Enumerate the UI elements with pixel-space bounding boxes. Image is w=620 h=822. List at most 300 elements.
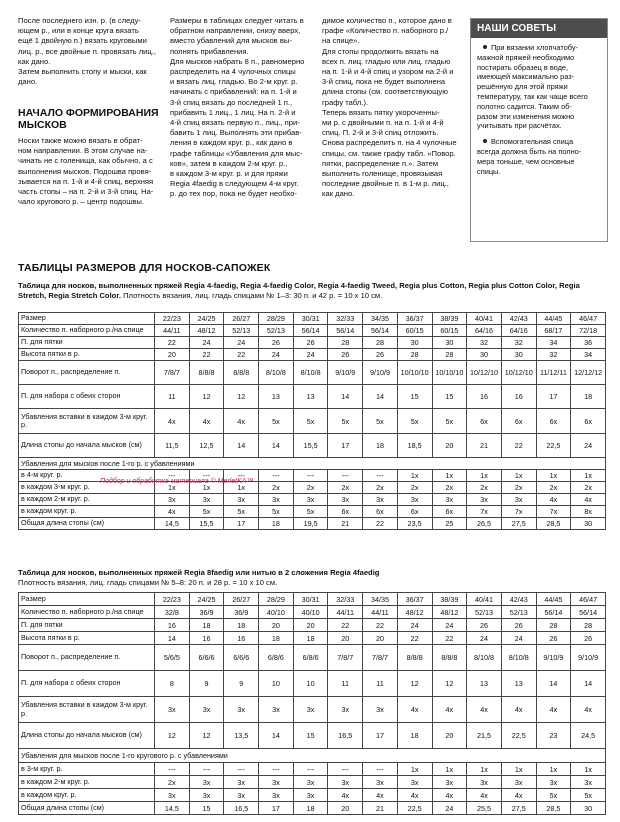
table-cell: 3x <box>432 776 467 789</box>
table-cell: 7x <box>467 506 502 518</box>
table-cell: 4x <box>432 789 467 802</box>
table-cell: 17 <box>536 385 571 409</box>
table-cell: 6/8/6 <box>259 645 294 671</box>
table-cell: 3x <box>293 494 328 506</box>
table-cell: 1x <box>397 470 432 482</box>
row-label: в каждом круг. р. <box>19 506 155 518</box>
table-cell: 42/43 <box>501 593 536 606</box>
table-cell: 11 <box>328 671 363 697</box>
table-cell: 3x <box>501 494 536 506</box>
table-cell: 28 <box>571 619 606 632</box>
table-cell: 2x <box>536 482 571 494</box>
table-cell: 22 <box>432 632 467 645</box>
tips-box <box>470 18 608 242</box>
bullet-icon <box>483 139 487 143</box>
table-cell: 30 <box>501 349 536 361</box>
table-cell: 16,5 <box>224 802 259 815</box>
table-cell: 52/13 <box>467 606 502 619</box>
table-cell: 21,5 <box>467 723 502 749</box>
table-cell: 9 <box>189 671 224 697</box>
table-cell: 5/6/5 <box>155 645 190 671</box>
row-label: Высота пятки в р. <box>19 632 155 645</box>
table-cell: 5x <box>363 409 398 434</box>
table-cell: 14,5 <box>155 518 190 530</box>
table-cell: 22 <box>397 632 432 645</box>
row-label: Длина стопы до начала мысков (см) <box>19 434 155 458</box>
table-cell: 22,5 <box>536 434 571 458</box>
table-cell: 32/33 <box>328 313 363 325</box>
table-cell: 6x <box>363 506 398 518</box>
table-cell: --- <box>363 763 398 776</box>
row-label: Количество п. наборного р./на спице <box>19 606 155 619</box>
table-cell: 2x <box>397 482 432 494</box>
watermark-text: Подбор и обработка материала © MerletKA™ <box>100 478 254 485</box>
table-cell: 6x <box>501 409 536 434</box>
table-cell: 30 <box>467 349 502 361</box>
table-cell: 52/13 <box>259 325 294 337</box>
table-cell: 16 <box>189 632 224 645</box>
table-row <box>19 763 606 776</box>
table-cell: 2x <box>155 776 190 789</box>
table-cell: 1x <box>501 763 536 776</box>
table-cell: 32 <box>467 337 502 349</box>
table-cell: 4x <box>224 409 259 434</box>
table-cell: --- <box>259 470 294 482</box>
table-cell: 8/10/8 <box>293 361 328 385</box>
table-cell: 52/13 <box>224 325 259 337</box>
table-cell: 22/23 <box>155 593 190 606</box>
table-cell: 6/6/6 <box>189 645 224 671</box>
table-cell: 52/13 <box>501 606 536 619</box>
table-cell: 34 <box>536 337 571 349</box>
table-cell: 46/47 <box>571 313 606 325</box>
table-cell: 18 <box>259 632 294 645</box>
table-cell: 24 <box>224 337 259 349</box>
table-cell: 22 <box>328 619 363 632</box>
table-row <box>19 337 606 349</box>
table-cell: 1x <box>189 482 224 494</box>
table-cell: 11/12/11 <box>536 361 571 385</box>
table-cell: 34/35 <box>363 313 398 325</box>
table-cell: 6x <box>432 506 467 518</box>
table-cell: 3x <box>189 697 224 723</box>
table-cell: 11 <box>363 671 398 697</box>
table-cell: 3x <box>189 776 224 789</box>
table-header-row <box>19 593 606 606</box>
table-cell: 28 <box>432 349 467 361</box>
intro-col1-top: После последнего изн. р. (в следу- ющем р., или в конце круга вязать ещё 1 двойную п.) вязать круговыми лиц. р., все двойные п. провязать лиц., как дано. Затем выполнить стопу и мыски, как дано. <box>18 16 156 87</box>
table-row <box>19 776 606 789</box>
table-cell: 4x <box>155 409 190 434</box>
table-cell: 4x <box>328 789 363 802</box>
table-cell: 12 <box>224 385 259 409</box>
table-cell: 7/8/7 <box>363 645 398 671</box>
row-label: в каждом 2-м круг. р. <box>19 494 155 506</box>
table-cell: 36/9 <box>189 606 224 619</box>
table-cell: 20 <box>259 619 294 632</box>
table-cell: 20 <box>363 632 398 645</box>
table-cell: 1x <box>571 470 606 482</box>
table-cell: 18 <box>293 802 328 815</box>
table-cell: 24 <box>432 619 467 632</box>
table-cell: --- <box>155 763 190 776</box>
table-cell: 21 <box>328 518 363 530</box>
table-cell: 4x <box>536 697 571 723</box>
total-row <box>19 518 606 530</box>
table-cell: 1x <box>432 470 467 482</box>
table-cell: 18,5 <box>397 434 432 458</box>
table-cell: 40/41 <box>467 313 502 325</box>
tips-title: НАШИ СОВЕТЫ <box>471 19 607 38</box>
table-cell: 46/47 <box>571 593 606 606</box>
table-cell: 3x <box>536 776 571 789</box>
table-cell: 56/14 <box>571 606 606 619</box>
table-cell: 40/41 <box>467 593 502 606</box>
table-cell: 26 <box>363 349 398 361</box>
table-cell: 32/33 <box>328 593 363 606</box>
table-cell: 56/14 <box>536 606 571 619</box>
table-cell: 6x <box>536 409 571 434</box>
table-cell: 3x <box>224 789 259 802</box>
table-cell: 4x <box>501 697 536 723</box>
row-label: Количество п. наборного р./на спице <box>19 325 155 337</box>
table-cell: 22 <box>501 434 536 458</box>
table-cell: 20 <box>293 619 328 632</box>
table-cell: 14 <box>536 671 571 697</box>
table-cell: 2x <box>363 482 398 494</box>
table-row <box>19 325 606 337</box>
table-cell: --- <box>293 763 328 776</box>
table-cell: 4x <box>397 789 432 802</box>
table-cell: 44/11 <box>155 325 190 337</box>
table-row <box>19 409 606 434</box>
table-cell: 14 <box>571 671 606 697</box>
table-cell: 3x <box>293 697 328 723</box>
table-cell: 21 <box>467 434 502 458</box>
table-cell: --- <box>293 470 328 482</box>
row-label: П. для пятки <box>19 337 155 349</box>
table-cell: 15 <box>432 385 467 409</box>
table-cell: 20 <box>328 632 363 645</box>
table-cell: 1x <box>432 763 467 776</box>
table-cell: 3x <box>259 697 294 723</box>
table-cell: 27,5 <box>501 802 536 815</box>
table-cell: 36/37 <box>397 593 432 606</box>
table-cell: 7x <box>536 506 571 518</box>
table-cell: 20 <box>155 349 190 361</box>
table-cell: 5x <box>293 506 328 518</box>
table-cell: 4x <box>571 697 606 723</box>
table-cell: 4x <box>189 409 224 434</box>
table-cell: 6/6/6 <box>224 645 259 671</box>
table-cell: 10/12/10 <box>467 361 502 385</box>
table-cell: 3x <box>467 494 502 506</box>
table-cell: 16 <box>501 385 536 409</box>
table-cell: 28 <box>397 349 432 361</box>
table-cell: 32 <box>501 337 536 349</box>
table-cell: 5x <box>224 506 259 518</box>
table-cell: 10 <box>293 671 328 697</box>
table-cell: 24,5 <box>571 723 606 749</box>
row-label: П. для набора с обеих сторон <box>19 385 155 409</box>
table-row <box>19 632 606 645</box>
table-cell: 14 <box>363 385 398 409</box>
table-cell: 34 <box>571 349 606 361</box>
table-cell: 7x <box>501 506 536 518</box>
table-cell: 11 <box>155 385 190 409</box>
intro-col1-bottom: Носки также можно вязать в обрат- ном направлении. В этом случае на- чинать не с голенища, как обычно, а с выполнения мысков. Подошва провя- зывается на п. 1-й и 4-й спиц, верхняя часть стопы – на п. 2-й и 3-й спиц. На- чало кругового р. – центр подошвы. <box>18 136 154 207</box>
size-table-1 <box>18 312 606 530</box>
table-cell: 72/18 <box>571 325 606 337</box>
table-cell: 40/10 <box>293 606 328 619</box>
table-cell: 3x <box>259 494 294 506</box>
table-cell: 2x <box>501 482 536 494</box>
table-row <box>19 434 606 458</box>
table-cell: 20 <box>432 723 467 749</box>
table-row <box>19 671 606 697</box>
table-cell: 5x <box>293 409 328 434</box>
table-cell: 26 <box>571 632 606 645</box>
table-cell: 8/10/8 <box>467 645 502 671</box>
table-cell: 21 <box>363 802 398 815</box>
table-cell: 8/8/8 <box>432 645 467 671</box>
table-cell: 26 <box>293 337 328 349</box>
table-cell: 28,5 <box>536 518 571 530</box>
table-cell: 10/10/10 <box>397 361 432 385</box>
table-cell: 1x <box>536 470 571 482</box>
table-cell: 36 <box>571 337 606 349</box>
table-cell: 8 <box>155 671 190 697</box>
bullet-icon <box>483 45 487 49</box>
table-cell: 17 <box>259 802 294 815</box>
table-cell: 4x <box>155 506 190 518</box>
table-cell: 60/15 <box>432 325 467 337</box>
table-cell: 14 <box>328 385 363 409</box>
table-row <box>19 494 606 506</box>
table-cell: 9 <box>224 671 259 697</box>
table-cell: 7/8/7 <box>328 645 363 671</box>
table-cell: 4x <box>467 697 502 723</box>
table-cell: --- <box>259 763 294 776</box>
table-cell: 26 <box>259 337 294 349</box>
table-cell: 13 <box>259 385 294 409</box>
table-cell: 14 <box>155 632 190 645</box>
table-cell: 22 <box>155 337 190 349</box>
table-cell: 1x <box>571 763 606 776</box>
table-cell: 3x <box>259 789 294 802</box>
table-cell: 22 <box>224 349 259 361</box>
table-cell: 3x <box>189 789 224 802</box>
table-cell: 2x <box>432 482 467 494</box>
table-cell: 3x <box>432 494 467 506</box>
table-cell: 3x <box>189 494 224 506</box>
table-cell: 18 <box>259 518 294 530</box>
table-cell: 26/27 <box>224 313 259 325</box>
table-cell: 64/16 <box>501 325 536 337</box>
table-cell: 17 <box>363 723 398 749</box>
table-cell: 26/27 <box>224 593 259 606</box>
table-cell: 5x <box>189 506 224 518</box>
table-cell: --- <box>328 470 363 482</box>
table-cell: 4x <box>363 789 398 802</box>
table-cell: 6x <box>397 506 432 518</box>
table-cell: 24 <box>571 434 606 458</box>
table-cell: 30 <box>571 802 606 815</box>
row-label: П. для пятки <box>19 619 155 632</box>
table-row <box>19 645 606 671</box>
table-cell: 1x <box>501 470 536 482</box>
table-cell: 38/39 <box>432 313 467 325</box>
table-cell: 1x <box>224 482 259 494</box>
table-cell: 32 <box>536 349 571 361</box>
table-cell: 20 <box>432 434 467 458</box>
table-cell: 27,5 <box>501 518 536 530</box>
table-cell: 24 <box>432 802 467 815</box>
decrease-header: Убавления для мысков после 1-го р. с убавлениями <box>19 458 606 470</box>
row-label: Размер <box>19 313 155 325</box>
table-cell: 3x <box>328 697 363 723</box>
table-cell: 11,5 <box>155 434 190 458</box>
row-label: Общая длина стопы (см) <box>19 518 155 530</box>
table-cell: 48/12 <box>432 606 467 619</box>
table-cell: 48/12 <box>189 325 224 337</box>
intro-col3: димое количество п., которое дано в графе «Количество п. наборного р./ на спице». Для стопы продолжить вязать на всех п. лиц. гладью или лиц. гладью на п. 1-й и 4-й спиц и узором на 2-й и 3-й спиц, пока не будет выполнена длина стопы (см. соответствующую графу табл.). Теперь вязать пятку укороченны- ми р. с двойными п. на п. 1-й и 4-й спиц. П. 2-й и 3-й спиц отложить. Снова распределить п. на 4 чулочные спицы, см. также графу табл. «Повор. пятки, распределение п.». Затем выполнить голенище, провязывая последние двойные п. в 1-м р. лиц., как дано. <box>322 16 457 199</box>
table-cell: 24/25 <box>189 593 224 606</box>
table-cell: 3x <box>328 776 363 789</box>
table-cell: --- <box>189 470 224 482</box>
table-cell: 4x <box>501 789 536 802</box>
table-cell: 24 <box>501 632 536 645</box>
table-cell: 60/15 <box>397 325 432 337</box>
table-cell: 18 <box>293 632 328 645</box>
table-cell: 38/39 <box>432 593 467 606</box>
table-cell: 3x <box>501 776 536 789</box>
table-cell: 5x <box>571 789 606 802</box>
table-cell: 44/11 <box>363 606 398 619</box>
table-cell: 15 <box>293 723 328 749</box>
table-cell: 16 <box>155 619 190 632</box>
tip-1: При вязании хлопчатобу- мажной пряжей необходимо постирать образец в воде, имеющей максимально раз- решённую для этой пряжи температуру, так как чаще всего полотно садится. Таким об- разом эти изменения можно учитывать при расчётах. <box>477 43 588 131</box>
table-cell: 13 <box>467 671 502 697</box>
row-label: в каждом круг. р. <box>19 789 155 802</box>
table-cell: 4x <box>432 697 467 723</box>
table-cell: 34/35 <box>363 593 398 606</box>
table-cell: 15,5 <box>293 434 328 458</box>
table-cell: 23,5 <box>397 518 432 530</box>
decrease-header: Убавления для мысков после 1-го кругового р. с убавлениями <box>19 749 606 763</box>
table-cell: 22 <box>363 518 398 530</box>
table-cell: 28,5 <box>536 802 571 815</box>
table-cell: 3x <box>293 789 328 802</box>
table-row <box>19 349 606 361</box>
table-cell: 30 <box>571 518 606 530</box>
table-cell: 3x <box>363 494 398 506</box>
row-label: Высота пятки в р. <box>19 349 155 361</box>
table-cell: 18 <box>397 723 432 749</box>
row-label: в каждом 2-м круг. р. <box>19 776 155 789</box>
table-cell: 14 <box>259 434 294 458</box>
intro-col2: Размеры в таблицах следует читать в обратном направлении, снизу вверх, вместо убавлений для мысков вы- полнять прибавления. Для мысков набрать 8 п., равномерно распределить на 4 чулочных спицы и вязать лиц. гладью. Во 2-м круг. р. начинать с прибавлений: на п. 1-й и 3-й спиц вязать до последней 1 п., прибавить 1 лиц., 1 лиц. На п. 2-й и 4-й спиц вязать первую п., лиц., при- бавить 1 лиц. Выполнять эти прибав- ления в каждом круг. р., как дано в графе таблицы «Убавления для мыс- ков», затем в каждом 2-м круг. р., в каждом 3-м круг. р. и для пряжи Regia 4faedig в следующем 4-м круг. р. до тех пор, пока не будет необхо- <box>170 16 305 199</box>
table-cell: --- <box>155 470 190 482</box>
table-cell: 24 <box>397 619 432 632</box>
row-label: в 4-м круг. р. <box>19 470 155 482</box>
table-cell: 8/8/8 <box>224 361 259 385</box>
table-cell: 3x <box>224 697 259 723</box>
table1-title: Таблица для носков, выполненных пряжей Regia 4-faedig, Regia 4-faedig Color, Regia 4-faedig Tweed, Regia plus Cotton, Regia plus Cotton Color, Regia Stretch, Regia Stretch Color. Плотность вязания, лиц. гладь спицами № 1–3: 30 п. и 42 р. = 10 х 10 см. <box>18 281 580 300</box>
table-cell: 25,5 <box>467 802 502 815</box>
table-row <box>19 506 606 518</box>
table-cell: 9/10/9 <box>536 645 571 671</box>
table-cell: --- <box>189 763 224 776</box>
table-cell: 8/10/8 <box>259 361 294 385</box>
table-cell: 6x <box>571 409 606 434</box>
table-cell: 13,5 <box>224 723 259 749</box>
row-label: Длина стопы до начала мысков (см) <box>19 723 155 749</box>
table-cell: 26,5 <box>467 518 502 530</box>
table-cell: 7/8/7 <box>155 361 190 385</box>
table-cell: 13 <box>293 385 328 409</box>
table-cell: 5x <box>328 409 363 434</box>
table-cell: 28/29 <box>259 593 294 606</box>
table-cell: 26 <box>501 619 536 632</box>
size-table-2 <box>18 592 606 815</box>
decrease-header-row <box>19 458 606 470</box>
size-tables-title: ТАБЛИЦЫ РАЗМЕРОВ ДЛЯ НОСКОВ-САПОЖЕК <box>18 262 271 274</box>
table-cell: 3x <box>397 776 432 789</box>
table-cell: 12 <box>189 385 224 409</box>
table-cell: 3x <box>328 494 363 506</box>
table-cell: 3x <box>467 776 502 789</box>
table-cell: 20 <box>328 802 363 815</box>
table-cell: 15 <box>397 385 432 409</box>
table-cell: 26 <box>467 619 502 632</box>
table-row <box>19 789 606 802</box>
table-row <box>19 619 606 632</box>
table-cell: 5x <box>259 506 294 518</box>
table-cell: 18 <box>224 619 259 632</box>
table-cell: 2x <box>328 482 363 494</box>
table-cell: 3x <box>571 776 606 789</box>
table-cell: 8/8/8 <box>189 361 224 385</box>
table-cell: 32/8 <box>155 606 190 619</box>
table-cell: 3x <box>397 494 432 506</box>
table-cell: 64/16 <box>467 325 502 337</box>
table-cell: 28 <box>536 619 571 632</box>
table-cell: 6x <box>328 506 363 518</box>
table-cell: 10 <box>259 671 294 697</box>
tip-2: Вспомогательная спица всегда должна быть на полно- мера тоньше, чем основные спицы. <box>477 137 582 176</box>
table-cell: 17 <box>328 434 363 458</box>
table-cell: 56/14 <box>293 325 328 337</box>
table-cell: 14 <box>259 723 294 749</box>
table-cell: 4x <box>571 494 606 506</box>
total-row <box>19 802 606 815</box>
table-row <box>19 723 606 749</box>
table-cell: 24 <box>293 349 328 361</box>
table-cell: 5x <box>536 789 571 802</box>
table-cell: 16 <box>467 385 502 409</box>
row-label: Размер <box>19 593 155 606</box>
table-cell: 18 <box>363 434 398 458</box>
table-row <box>19 361 606 385</box>
row-label: Убавления вставки в каждом 3-м круг. р. <box>19 697 155 723</box>
table-cell: 9/10/9 <box>571 645 606 671</box>
table-cell: 3x <box>259 776 294 789</box>
table-cell: 30 <box>432 337 467 349</box>
table-cell: 30 <box>397 337 432 349</box>
table-cell: 3x <box>363 697 398 723</box>
table-cell: 3x <box>363 776 398 789</box>
